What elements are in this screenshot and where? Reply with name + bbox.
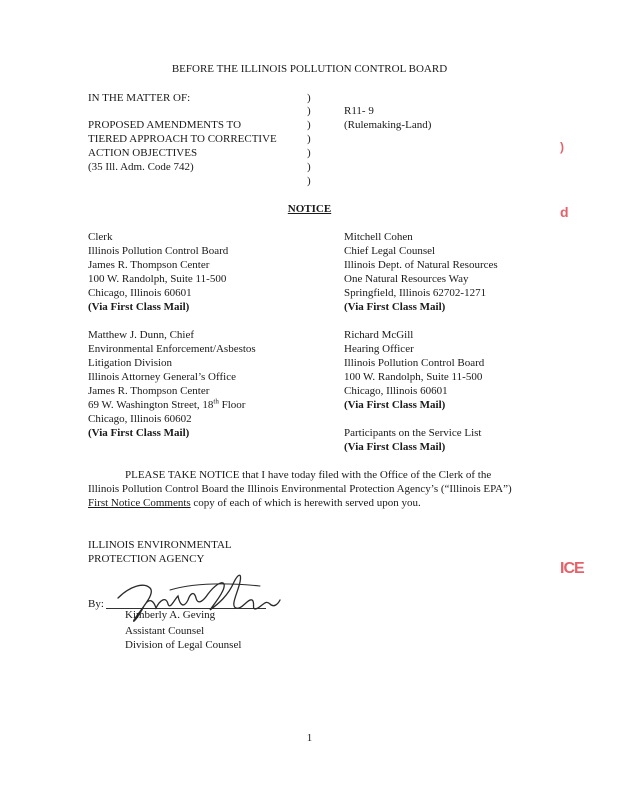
delivery-method: (Via First Class Mail) <box>88 301 190 313</box>
address-line: One Natural Resources Way <box>344 273 469 285</box>
address-line: Mitchell Cohen <box>344 231 413 243</box>
address-line: Illinois Pollution Control Board <box>88 245 229 257</box>
docket-subtitle: (Rulemaking-Land) <box>344 119 432 131</box>
caption-paren: ) <box>307 119 311 131</box>
address-line: James R. Thompson Center <box>88 385 210 397</box>
document-title: BEFORE THE ILLINOIS POLLUTION CONTROL BOARD <box>171 63 448 75</box>
body-line: Illinois Pollution Control Board the Illinois Environmental Protection Agency’s (“Illinois EPA”) <box>88 483 512 495</box>
body-line <box>88 496 421 510</box>
address-line: Environmental Enforcement/Asbestos <box>88 343 256 355</box>
address-line: Illinois Dept. of Natural Resources <box>344 259 498 271</box>
caption-paren: ) <box>307 92 311 104</box>
address-line: Chief Legal Counsel <box>344 245 436 257</box>
stamp-fragment: ICE <box>560 560 584 577</box>
docket-number: R11- 9 <box>344 105 374 117</box>
page-number: 1 <box>306 732 313 744</box>
body-line-rest: copy of each of which is herewith served upon you. <box>190 497 421 509</box>
caption-paren: ) <box>307 175 311 187</box>
agency-name: PROTECTION AGENCY <box>88 553 205 565</box>
delivery-method: (Via First Class Mail) <box>344 441 446 453</box>
delivery-method: (Via First Class Mail) <box>344 301 446 313</box>
address-line: Litigation Division <box>88 357 173 369</box>
caption-line: TIERED APPROACH TO CORRECTIVE <box>88 133 277 145</box>
address-line: Clerk <box>88 231 113 243</box>
agency-name: ILLINOIS ENVIRONMENTAL <box>88 539 232 551</box>
address-line: Illinois Attorney General’s Office <box>88 371 236 383</box>
address-line: Hearing Officer <box>344 343 414 355</box>
caption-paren: ) <box>307 161 311 173</box>
ordinal-suffix: th <box>213 397 219 406</box>
caption-paren: ) <box>307 133 311 145</box>
address-line: Participants on the Service List <box>344 427 482 439</box>
address-line: 100 W. Randolph, Suite 11-500 <box>344 371 483 383</box>
caption-line: IN THE MATTER OF: <box>88 92 191 104</box>
address-line: Chicago, Illinois 60601 <box>344 385 448 397</box>
address-line: Illinois Pollution Control Board <box>344 357 485 369</box>
address-line: James R. Thompson Center <box>88 259 210 271</box>
signer-division: Division of Legal Counsel <box>125 639 242 651</box>
street-floor: Floor <box>218 399 246 411</box>
document-title-reference: First Notice Comments <box>88 497 191 509</box>
street-text: 69 W. Washington Street, 18 <box>88 399 214 411</box>
stamp-fragment: ) <box>560 140 564 154</box>
address-line: Chicago, Illinois 60601 <box>88 287 192 299</box>
address-street <box>88 398 245 412</box>
address-line: Richard McGill <box>344 329 414 341</box>
by-label: By: <box>88 598 104 610</box>
address-line: 100 W. Randolph, Suite 11-500 <box>88 273 227 285</box>
caption-paren: ) <box>307 147 311 159</box>
body-line: PLEASE TAKE NOTICE that I have today filed with the Office of the Clerk of the <box>125 469 492 481</box>
delivery-method: (Via First Class Mail) <box>88 427 190 439</box>
caption-line: (35 Ill. Adm. Code 742) <box>88 161 194 173</box>
stamp-fragment: d <box>560 204 569 220</box>
address-line: Springfield, Illinois 62702-1271 <box>344 287 487 299</box>
address-line: Chicago, Illinois 60602 <box>88 413 192 425</box>
caption-line: PROPOSED AMENDMENTS TO <box>88 119 242 131</box>
caption-paren: ) <box>307 105 311 117</box>
caption-line: ACTION OBJECTIVES <box>88 147 198 159</box>
signer-role: Assistant Counsel <box>125 625 205 637</box>
address-line: Matthew J. Dunn, Chief <box>88 329 195 341</box>
signer-name: Kimberly A. Geving <box>125 609 216 621</box>
delivery-method: (Via First Class Mail) <box>344 399 446 411</box>
notice-heading: NOTICE <box>287 203 332 215</box>
